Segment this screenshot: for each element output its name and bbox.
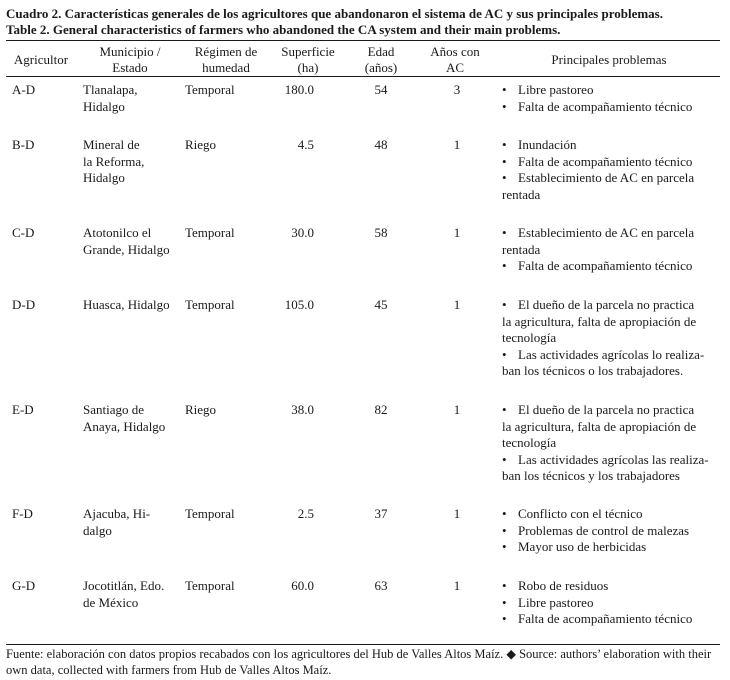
problem-line [502,297,716,314]
cell-municipio [83,297,181,314]
cell-regimen: Temporal [185,578,235,593]
bullet-icon: • [502,297,507,312]
problem-text: Falta de acompañamiento técnico [518,153,693,169]
problem-line [502,347,716,364]
cell-superficie: 180.0 [284,82,314,97]
problem-line: la agricultura, falta de apropiación de [502,313,697,329]
problem-text: Las actividades agrícolas las realiza- [518,451,709,467]
problem-line [502,595,716,612]
cell-edad: 37 [374,506,388,521]
problem-item [502,452,716,485]
cell-problemas [502,82,716,115]
problem-item [502,99,716,116]
bullet-icon: • [502,137,507,152]
problem-line [502,539,716,556]
problem-item [502,506,716,523]
problem-line [502,506,716,523]
municipio-line: Anaya, Hidalgo [83,418,166,434]
cell-problemas [502,297,716,380]
problem-line [502,82,716,99]
cell-agricultor: A-D [12,82,36,97]
problem-line [502,402,716,419]
cell-agricultor: G-D [12,578,36,593]
problem-line [502,578,716,595]
bullet-icon: • [502,170,507,185]
bottom-rule [6,644,720,645]
caption-english: Table 2. General characteristics of farmers who abandoned the CA system and their main problems. [6,22,561,37]
problem-line [502,137,716,154]
cell-anos: 1 [453,506,461,521]
municipio-line: Atotonilco el [83,225,152,240]
bullet-icon: • [502,594,507,610]
cell-regimen: Temporal [185,297,235,312]
municipio-line: Grande, Hidalgo [83,241,170,257]
cell-problemas [502,137,716,203]
problem-item [502,137,716,154]
cell-agricultor: D-D [12,297,36,312]
problem-line [502,258,716,275]
cell-municipio [83,225,181,258]
cell-anos: 1 [453,137,461,152]
cell-problemas [502,225,716,275]
municipio-line: Tlanalapa, [83,82,138,97]
cell-superficie: 38.0 [291,402,314,417]
header-municipio: Municipio / Estado [99,44,161,75]
problem-text: Falta de acompañamiento técnico [518,611,693,626]
top-rule [6,40,720,41]
problem-line [502,170,716,187]
problem-text: Inundación [518,137,577,152]
cell-municipio [83,578,181,611]
problem-item [502,523,716,540]
header-anos: Años con AC [430,44,480,75]
problem-item [502,258,716,275]
table-footnote: Fuente: elaboración con datos propios recabados con los agricultores del Hub de Valles Altos Maíz. ◆ Source: authors’ elaboration with their own data, collected with farmers from Hub de Valles Altos Maíz. [6,647,712,677]
cell-anos: 3 [453,82,461,97]
problem-item [502,539,716,556]
problem-item [502,154,716,171]
problem-text: Falta de acompañamiento técnico [518,98,693,114]
cell-anos: 1 [453,297,461,312]
problem-line: rentada [502,186,541,202]
cell-edad: 63 [374,578,388,593]
header-regimen: Régimen de humedad [194,44,258,75]
bullet-icon: • [502,98,507,114]
problem-text: Mayor uso de herbicidas [518,539,647,554]
problem-text: Libre pastoreo [518,82,594,97]
bullet-icon: • [502,611,507,626]
cell-agricultor: E-D [12,402,34,417]
cell-agricultor: F-D [12,506,33,521]
problem-line [502,611,716,628]
problem-item [502,611,716,628]
problem-line [502,523,716,540]
cell-agricultor: C-D [12,225,35,240]
cell-superficie: 60.0 [291,578,314,593]
problem-text: Conflicto con el técnico [518,506,643,521]
problem-text: Establecimiento de AC en parcela [518,170,695,185]
municipio-line: Hidalgo [83,98,125,114]
municipio-line: Huasca, Hidalgo [83,297,170,312]
bullet-icon: • [502,346,507,362]
problem-item [502,595,716,612]
municipio-line: Mineral de [83,137,140,152]
problem-line: ban los técnicos y los trabajadores [502,468,680,483]
problem-line [502,225,716,242]
bullet-icon: • [502,506,507,521]
bullet-icon: • [502,578,507,593]
problem-text: El dueño de la parcela no practica [518,402,695,417]
bullet-icon: • [502,402,507,417]
municipio-line: la Reforma, [83,153,145,169]
problem-item [502,347,716,380]
bullet-icon: • [502,539,507,554]
problem-item [502,225,716,258]
cell-superficie: 2.5 [297,506,314,521]
header-superficie: Superficie (ha) [281,44,335,75]
problem-line [502,154,716,171]
problem-item [502,170,716,203]
cell-regimen: Riego [185,137,217,152]
bullet-icon: • [502,82,507,97]
problem-line: rentada [502,241,541,257]
cell-problemas [502,506,716,556]
cell-superficie: 4.5 [297,137,314,152]
cell-edad: 45 [374,297,388,312]
problem-line: ban los técnicos o los trabajadores. [502,363,684,378]
cell-superficie: 30.0 [291,225,314,240]
header-problemas: Principales problemas [551,52,667,67]
cell-municipio [83,82,181,115]
municipio-line: Jocotitlán, Edo. [83,578,165,593]
cell-anos: 1 [453,578,461,593]
bullet-icon: • [502,225,507,240]
problem-item [502,82,716,99]
bullet-icon: • [502,451,507,467]
problem-text: Problemas de control de malezas [518,522,690,538]
cell-edad: 58 [374,225,388,240]
table-caption [6,6,722,38]
cell-edad: 82 [374,402,388,417]
bullet-icon: • [502,153,507,169]
caption-spanish: Cuadro 2. Características generales de los agricultores que abandonaron el sistema de AC y sus principales problemas. [6,6,663,21]
problem-line [502,452,716,469]
municipio-line: de México [83,594,139,610]
municipio-line: Ajacuba, Hi- [83,506,151,521]
cell-problemas [502,402,716,485]
municipio-line: dalgo [83,522,112,538]
cell-regimen: Riego [185,402,217,417]
header-edad: Edad (años) [364,44,398,75]
cell-edad: 48 [374,137,388,152]
cell-municipio [83,137,181,187]
problem-item [502,297,716,347]
cell-anos: 1 [453,402,461,417]
cell-municipio [83,402,181,435]
municipio-line: Santiago de [83,402,145,417]
cell-anos: 1 [453,225,461,240]
bullet-icon: • [502,258,507,273]
cell-problemas [502,578,716,628]
cell-regimen: Temporal [185,82,235,97]
cell-municipio [83,506,181,539]
cell-edad: 54 [374,82,388,97]
header-agricultor: Agricultor [13,52,69,67]
problem-text: Las actividades agrícolas lo realiza- [518,346,705,362]
bullet-icon: • [502,522,507,538]
problem-text: Robo de residuos [518,578,609,593]
problem-item [502,402,716,452]
problem-line: la agricultura, falta de apropiación de [502,418,697,434]
municipio-line: Hidalgo [83,170,125,185]
problem-item [502,578,716,595]
header-rule [6,76,720,77]
problem-text: Falta de acompañamiento técnico [518,258,693,273]
problem-text: Establecimiento de AC en parcela [518,225,695,240]
cell-superficie: 105.0 [284,297,314,312]
problem-text: El dueño de la parcela no practica [518,297,695,312]
problem-text: Libre pastoreo [518,594,594,610]
problem-line [502,99,716,116]
problem-line: tecnología [502,330,557,345]
cell-regimen: Temporal [185,506,235,521]
cell-agricultor: B-D [12,137,35,152]
cell-regimen: Temporal [185,225,235,240]
problem-line: tecnología [502,435,557,450]
